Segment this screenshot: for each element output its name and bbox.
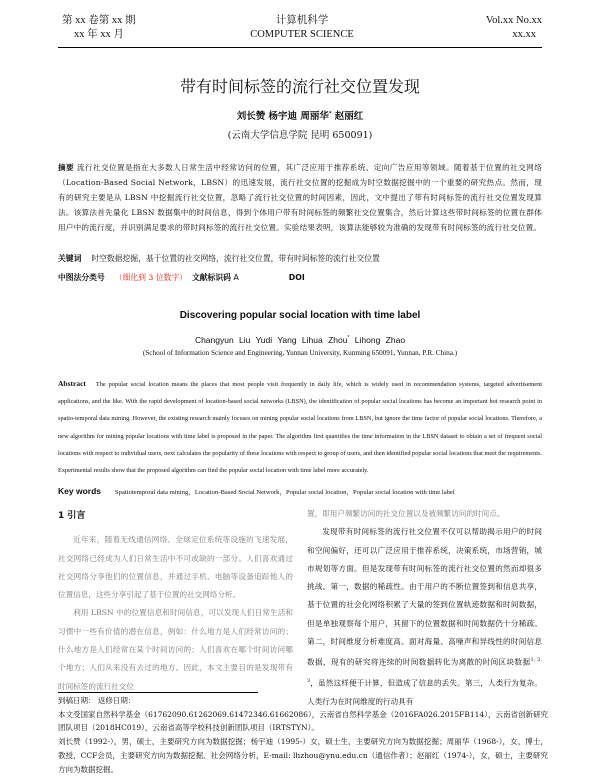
classification-note: （细化到 3 位数字） (114, 273, 187, 282)
abstract-cn (58, 160, 542, 235)
abstract-cn-label: 摘要 (58, 163, 75, 172)
journal-name-en: COMPUTER SCIENCE (250, 29, 354, 40)
header-right (486, 14, 542, 42)
paragraph: 利用 LBSN 中的位置信息和时间信息，可以发现人们日常生活和习惯中一些有价值的潜在信息，例如：什么地方是人们经常访问的；什么地方是人们经常在某个时间访问的；人们喜欢在哪个时间访问哪个地方；人们从来没有去过的地方。因此，本文主要目的是发现带有时间标签的流行社交位 (58, 608, 293, 691)
abstract-en (58, 375, 542, 479)
left-column (58, 505, 293, 696)
date-en: xx.xx (512, 29, 536, 40)
header-rule (58, 47, 542, 48)
paragraph: 发现带有时间标签的流行社交位置不仅可以帮助揭示用户的时间和空间偏好，还可以广泛应用于推荐系统，决策系统，市场营销，城市规划等方面。但是发现带有时间标签的流行社交位置的然而却很多挑战。第一，数据的稀疏性。由于用户的不断位置签到和信息共享，基于位置的社会化网络积累了大量的签到位置轨迹数据和时间数据，但是单独观察每个用户，其留下的位置数据和时间数据仍十分稀疏。第二，时间维度分析难度高。面对海量、高噪声和异线性的时间信息数据，现有的研究将连续的时间数据转化为离散的时间区块数据$^{1, 2, 3}$，虽然这样便于计算，但造成了信息的丢失。第三，人类行为复杂。人类行为在时间维度的行动具有 (307, 527, 542, 707)
section-heading: 1 引言 (58, 511, 86, 521)
abstract-en-text: The popular social location means the places that most people visit frequently in daily life, which is widely used in recommendation systems, targeted advertisement applications, and the like. With the rapid development of location-based social networks (LBSN), the identification of popular social locations has become an important hot research point in spatio-temporal data mining. However, the existing research mainly focuses on mining popular social locations from LBSN, but ignore the time factor of popular social locations. Therefore, a new algorithm for mining popular locations with time label is proposed in the paper. The algorithm first quantifies the time information in the LBSN dataset to obtain a set of frequent social locations with respect to individual users, next calculates the popularity of these locations with respect to group of users, and then identified popular social locations that meet the requirements. Experimental results show that the proposed algorithm can find the popular social location with time label more accurately. (58, 381, 542, 475)
affiliation-cn: (云南大学信息学院 昆明 650091) (227, 130, 373, 141)
abstract-cn-text: 流行社交位置是指在大多数人日常生活中经常访问的位置，其广泛应用于推荐系统、定向广告应用等领域。随着基于位置的社交网络（Location-Based Social Network，LBSN）的迅速发展，流行社交位置的挖掘成为时空数据挖掘中的一个重要的研究热点。然而，现有的研究主要是从 LBSN 中挖掘流行社交位置，忽略了流行社交位置的时间因素，因此，文中提出了带有时间标签的流行社交位置发现算法。该算法首先量化 LBSN 数据集中的时间信息，得到个体用户带有时间标签的频繁社交位置集合，然后计算这些带时间标签的位置在群体用户中的流行度，并识别满足要求的带时间标签的流行社交位置。实验结果表明，该算法能够较为准确的发现带有时间标签的流行社交位置。 (58, 163, 542, 232)
paragraph: 近年来，随着无线通信网络、全球定位系统等设施的飞速发展，社交网络已经成为人们日常生活中不可或缺的一部分。人们喜欢通过社交网络分享他们的位置信息，并通过手机、电脑等设备追踪他人的位置信息，这些分享引起了基于位置的社交网络分析。 (58, 535, 293, 600)
citation-ref: 1, 2, 3 (307, 657, 542, 685)
keywords-cn: 关键词 时空数据挖掘，基于位置的社交网络，流行社交位置，带有时间标签的流行社交位置 (58, 254, 380, 263)
volume-cn: 第 xx 卷第 xx 期 (62, 15, 136, 26)
title-cn: 带有时间标签的流行社交位置发现 (179, 77, 420, 96)
keywords-en: Key words Spatiotemporal data mining，Location-Based Social Network，Popular social location，Popular social location with time label (58, 486, 455, 496)
date-cn: xx 年 xx 月 (74, 29, 124, 40)
right-column (307, 505, 542, 711)
footnote: 到稿日期： 返修日期： 本文受国家自然科学基金（61762090.61262069.61472346.61662086），云南省自然科学基金（2016FA026.2015FB114），云南省创新研究团队项目（2018HC019），云南省高等学校科技创新团队项目（IRTSTYN）。 刘长赞（1992-），男，硕士，主要研究方向为数据挖掘；杨宇迪（1995-）女，硕士生，主要研究方向为数据挖掘；周丽华（1968-），女，博士，教授，CCF会员，主要研究方向为数据挖掘、社会网络分析，E-mail: lhzhou@ynu.edu.cn（通信作者）；赵丽红（1974-），女，硕士，主要研究方向为数据挖掘。 (58, 696, 548, 774)
volume-en: Vol.xx No.xx (485, 15, 542, 26)
journal-name-cn: 计算机科学 (275, 15, 329, 26)
classification-line: 中图法分类号 （细化到 3 位数字） 文献标识码 A DOI (58, 273, 305, 282)
authors-en: Changyun Liu Yudi Yang Lihua Zhou* Lihong Zhao (194, 335, 406, 345)
footnote-rule (58, 692, 258, 693)
header-center (62, 14, 542, 42)
page-header (62, 14, 542, 54)
paragraph: 置，即用户频繁访问的社交位置以及被频繁访问的时间点。 (307, 509, 505, 518)
authors-cn: 刘长赞 杨宇迪 周丽华* 赵丽红 (236, 110, 364, 122)
title-en: Discovering popular social location with time label (179, 310, 421, 321)
affiliation-en: (School of Information Science and Engineering, Yunnan University, Kunming 650091, Yunnan, P.R. China.) (142, 349, 458, 357)
abstract-en-label: Abstract (58, 379, 86, 388)
